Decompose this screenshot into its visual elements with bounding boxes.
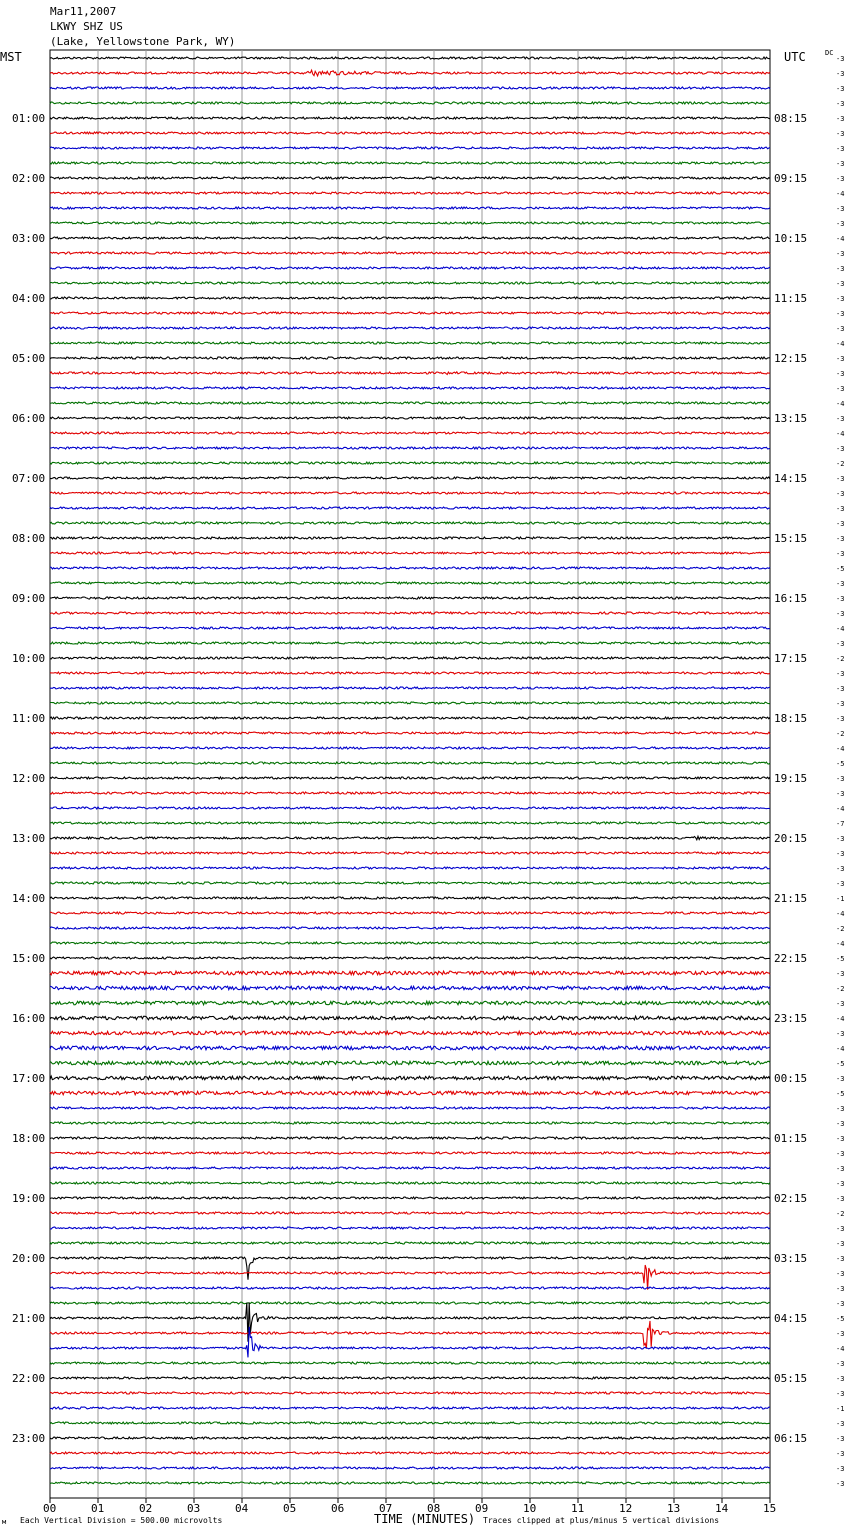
seismogram-trace [50, 852, 770, 854]
x-axis-title: TIME (MINUTES) [374, 1512, 476, 1526]
dc-offset-label: -4 [836, 745, 845, 753]
dc-offset-label: -5 [836, 565, 845, 573]
x-tick-label: 11 [571, 1502, 585, 1515]
dc-offset-label: -3 [836, 1360, 845, 1368]
seismogram-trace [50, 57, 770, 59]
seismogram-trace [50, 1377, 770, 1379]
seismogram-trace [50, 207, 770, 209]
dc-offset-label: -3 [836, 55, 845, 63]
right-hour-label: 03:15 [774, 1252, 808, 1265]
seismogram-trace [50, 1167, 770, 1169]
dc-offset-label: -3 [836, 475, 845, 483]
seismogram-trace [50, 132, 770, 134]
seismogram-trace [50, 1227, 770, 1229]
dc-offset-label: -5 [836, 760, 845, 768]
dc-offset-label: -3 [836, 85, 845, 93]
seismogram-trace [50, 582, 770, 584]
seismogram-trace [50, 1437, 770, 1439]
left-hour-label: 17:00 [12, 1072, 46, 1085]
seismogram-trace [50, 1467, 770, 1469]
left-hour-label: 06:00 [12, 412, 46, 425]
seismogram-trace [50, 971, 770, 975]
dc-offset-label: -3 [836, 1300, 845, 1308]
x-tick-label: 06 [331, 1502, 345, 1515]
seismogram-trace [50, 147, 770, 149]
right-timezone-label: UTC [784, 50, 806, 64]
dc-offset-label: -4 [836, 190, 845, 198]
dc-offset-label: -3 [836, 640, 845, 648]
plot-date: Mar11,2007 [50, 5, 117, 18]
corner-mark: м [2, 1518, 7, 1526]
dc-offset-label: -3 [836, 490, 845, 498]
seismogram-trace [50, 897, 770, 899]
dc-offset-label: -3 [836, 1390, 845, 1398]
x-tick-label: 09 [475, 1502, 489, 1515]
dc-offset-label: -5 [836, 1060, 845, 1068]
dc-offset-label: -4 [836, 625, 845, 633]
seismogram-trace [50, 1362, 770, 1364]
seismogram-trace [50, 222, 770, 224]
dc-offset-label: -3 [836, 310, 845, 318]
dc-offset-label: -3 [836, 775, 845, 783]
dc-offset-label: -3 [836, 1375, 845, 1383]
right-hour-label: 20:15 [774, 832, 808, 845]
left-hour-label: 15:00 [12, 952, 46, 965]
x-tick-label: 15 [763, 1502, 777, 1515]
right-hour-label: 10:15 [774, 232, 808, 245]
seismogram-trace [50, 417, 770, 419]
seismogram-trace [50, 177, 770, 179]
x-tick-label: 00 [43, 1502, 57, 1515]
seismogram-trace [50, 986, 770, 990]
dc-offset-label: -3 [836, 1435, 845, 1443]
dc-offset-label: -3 [836, 325, 845, 333]
dc-offset-label: -2 [836, 925, 845, 933]
seismogram-trace [50, 1422, 770, 1424]
dc-offset-label: -4 [836, 910, 845, 918]
x-tick-label: 03 [187, 1502, 201, 1515]
seismogram-trace [50, 1482, 770, 1484]
right-hour-label: 01:15 [774, 1132, 808, 1145]
seismogram-trace [50, 867, 770, 869]
right-hour-label: 16:15 [774, 592, 808, 605]
seismogram-trace [50, 657, 770, 659]
right-hour-label: 13:15 [774, 412, 808, 425]
seismogram-trace [50, 1287, 770, 1289]
dc-offset-label: -3 [836, 835, 845, 843]
dc-offset-label: -3 [836, 370, 845, 378]
left-hour-label: 10:00 [12, 652, 46, 665]
dc-offset-label: -3 [836, 1030, 845, 1038]
dc-offset-label: -3 [836, 1150, 845, 1158]
seismogram-trace [50, 117, 770, 119]
dc-offset-label: -5 [836, 1090, 845, 1098]
seismogram-trace [50, 672, 770, 674]
x-tick-label: 14 [715, 1502, 729, 1515]
dc-offset-label: -3 [836, 1420, 845, 1428]
seismogram-trace [50, 1242, 770, 1244]
seismogram-trace [50, 1091, 770, 1095]
seismogram-trace [50, 792, 770, 794]
seismogram-trace [50, 882, 770, 884]
dc-offset-label: -3 [836, 160, 845, 168]
dc-offset-label: -2 [836, 730, 845, 738]
dc-offset-label: -3 [836, 670, 845, 678]
dc-offset-label: -3 [836, 520, 845, 528]
dc-offset-label: -2 [836, 655, 845, 663]
right-hour-label: 05:15 [774, 1372, 808, 1385]
right-hour-label: 11:15 [774, 292, 808, 305]
left-hour-label: 02:00 [12, 172, 46, 185]
seismogram-trace [50, 1001, 770, 1005]
x-tick-label: 10 [523, 1502, 537, 1515]
seismogram-trace [50, 762, 770, 764]
seismogram-trace [50, 1061, 770, 1065]
seismogram-trace [50, 927, 770, 929]
seismogram-trace [50, 567, 770, 569]
seismogram-trace [50, 1321, 770, 1348]
dc-offset-label: -3 [836, 1135, 845, 1143]
seismogram-trace [50, 402, 770, 404]
x-tick-label: 05 [283, 1502, 297, 1515]
seismogram-trace [50, 357, 770, 359]
seismogram-trace [50, 747, 770, 749]
dc-offset-label: -3 [836, 1165, 845, 1173]
seismogram-trace [50, 1107, 770, 1109]
seismogram-trace [50, 1152, 770, 1154]
right-hour-label: 04:15 [774, 1312, 808, 1325]
dc-offset-label: -3 [836, 115, 845, 123]
seismogram-trace [50, 702, 770, 704]
left-hour-label: 05:00 [12, 352, 46, 365]
dc-offset-label: -3 [836, 1000, 845, 1008]
seismogram-trace [50, 642, 770, 644]
seismogram-trace [50, 1197, 770, 1199]
right-hour-label: 00:15 [774, 1072, 808, 1085]
dc-offset-label: -3 [836, 505, 845, 513]
dc-offset-label: -3 [836, 250, 845, 258]
x-tick-label: 13 [667, 1502, 681, 1515]
dc-offset-label: -3 [836, 610, 845, 618]
seismogram-trace [50, 192, 770, 194]
dc-offset-label: -3 [836, 850, 845, 858]
x-tick-label: 08 [427, 1502, 441, 1515]
dc-offset-label: -3 [836, 595, 845, 603]
dc-offset-label: -3 [836, 1450, 845, 1458]
dc-offset-label: -5 [836, 1315, 845, 1323]
seismogram-trace [50, 717, 770, 719]
left-hour-label: 18:00 [12, 1132, 46, 1145]
seismogram-trace [50, 1327, 770, 1358]
dc-offset-label: -3 [836, 1105, 845, 1113]
dc-offset-label: -4 [836, 235, 845, 243]
left-hour-label: 01:00 [12, 112, 46, 125]
left-hour-label: 04:00 [12, 292, 46, 305]
dc-offset-label: -3 [836, 70, 845, 78]
seismogram-trace [50, 477, 770, 479]
left-hour-label: 19:00 [12, 1192, 46, 1205]
seismogram-trace [50, 237, 770, 239]
dc-offset-label: -1 [836, 895, 845, 903]
seismogram-trace [50, 1076, 770, 1080]
dc-offset-label: -7 [836, 820, 845, 828]
right-hour-label: 19:15 [774, 772, 808, 785]
seismogram-trace [50, 537, 770, 539]
right-hour-label: 17:15 [774, 652, 808, 665]
dc-offset-label: -3 [836, 1480, 845, 1488]
dc-offset-label: -4 [836, 430, 845, 438]
right-hour-label: 06:15 [774, 1432, 808, 1445]
dc-offset-label: -3 [836, 1225, 845, 1233]
dc-offset-label: -4 [836, 805, 845, 813]
dc-offset-header: DC [825, 49, 834, 57]
dc-offset-label: -3 [836, 280, 845, 288]
seismogram-trace [50, 312, 770, 314]
dc-offset-label: -3 [836, 220, 845, 228]
seismogram-trace [50, 1137, 770, 1139]
right-hour-label: 09:15 [774, 172, 808, 185]
seismogram-trace [50, 522, 770, 524]
seismogram-trace [50, 1046, 770, 1050]
dc-offset-label: -3 [836, 1270, 845, 1278]
dc-offset-label: -3 [836, 1330, 845, 1338]
seismogram-trace [50, 612, 770, 614]
seismogram-trace [50, 1407, 770, 1409]
left-hour-label: 07:00 [12, 472, 46, 485]
right-hour-label: 22:15 [774, 952, 808, 965]
dc-offset-label: -4 [836, 400, 845, 408]
dc-offset-label: -4 [836, 340, 845, 348]
x-tick-label: 01 [91, 1502, 105, 1515]
dc-offset-label: -3 [836, 970, 845, 978]
seismogram-trace [50, 70, 770, 76]
seismogram-trace [50, 252, 770, 254]
seismogram-trace [50, 387, 770, 389]
seismogram-trace [50, 777, 770, 779]
seismogram-trace [50, 342, 770, 344]
dc-offset-label: -3 [836, 355, 845, 363]
left-hour-label: 08:00 [12, 532, 46, 545]
left-hour-label: 21:00 [12, 1312, 46, 1325]
seismogram-trace [50, 87, 770, 89]
right-hour-label: 12:15 [774, 352, 808, 365]
dc-offset-label: -3 [836, 385, 845, 393]
seismogram-trace [50, 492, 770, 494]
right-hour-label: 08:15 [774, 112, 808, 125]
dc-offset-label: -3 [836, 700, 845, 708]
station-code: LKWY SHZ US [50, 20, 123, 33]
seismogram-trace [50, 1392, 770, 1394]
station-location: (Lake, Yellowstone Park, WY) [50, 35, 236, 48]
right-hour-label: 18:15 [774, 712, 808, 725]
seismogram-trace [50, 162, 770, 164]
seismogram-trace [50, 372, 770, 375]
dc-offset-label: -3 [836, 1255, 845, 1263]
seismogram-trace [50, 297, 770, 299]
right-hour-label: 14:15 [774, 472, 808, 485]
dc-offset-label: -3 [836, 1075, 845, 1083]
dc-offset-label: -3 [836, 1195, 845, 1203]
seismogram-trace [50, 1302, 770, 1304]
dc-offset-label: -3 [836, 715, 845, 723]
dc-offset-label: -3 [836, 1240, 845, 1248]
seismogram-trace [50, 836, 770, 840]
dc-offset-label: -3 [836, 100, 845, 108]
left-hour-label: 13:00 [12, 832, 46, 845]
seismogram-trace [50, 1016, 770, 1020]
left-hour-label: 09:00 [12, 592, 46, 605]
dc-offset-label: -3 [836, 205, 845, 213]
seismogram-trace [50, 822, 770, 824]
dc-offset-label: -3 [836, 580, 845, 588]
dc-offset-label: -3 [836, 445, 845, 453]
dc-offset-label: -3 [836, 265, 845, 273]
dc-offset-label: -3 [836, 415, 845, 423]
left-hour-label: 22:00 [12, 1372, 46, 1385]
seismogram-trace [50, 1122, 770, 1124]
left-hour-label: 12:00 [12, 772, 46, 785]
dc-offset-label: -2 [836, 1210, 845, 1218]
seismogram-trace [50, 327, 770, 329]
left-hour-label: 14:00 [12, 892, 46, 905]
dc-offset-label: -3 [836, 685, 845, 693]
dc-offset-label: -3 [836, 1285, 845, 1293]
seismogram-trace [50, 1302, 770, 1341]
seismogram-trace [50, 552, 770, 554]
left-hour-label: 16:00 [12, 1012, 46, 1025]
right-hour-label: 23:15 [774, 1012, 808, 1025]
seismogram-trace [50, 912, 770, 914]
dc-offset-label: -4 [836, 1015, 845, 1023]
seismogram-trace [50, 282, 770, 284]
left-hour-label: 03:00 [12, 232, 46, 245]
dc-offset-label: -3 [836, 1120, 845, 1128]
dc-offset-label: -5 [836, 955, 845, 963]
dc-offset-label: -3 [836, 865, 845, 873]
dc-offset-label: -3 [836, 550, 845, 558]
seismogram-trace [50, 267, 770, 269]
seismogram-trace [50, 432, 770, 434]
seismogram-trace [50, 597, 770, 599]
seismogram-trace [50, 732, 770, 734]
dc-offset-label: -4 [836, 940, 845, 948]
seismogram-trace [50, 507, 770, 509]
dc-offset-label: -1 [836, 1405, 845, 1413]
dc-offset-label: -3 [836, 175, 845, 183]
seismogram-trace [50, 957, 770, 959]
seismogram-trace [50, 1452, 770, 1454]
right-hour-label: 21:15 [774, 892, 808, 905]
dc-offset-label: -3 [836, 295, 845, 303]
dc-offset-label: -3 [836, 1180, 845, 1188]
dc-offset-label: -3 [836, 790, 845, 798]
seismogram-trace [50, 807, 770, 809]
seismogram-trace [50, 1265, 770, 1290]
left-hour-label: 20:00 [12, 1252, 46, 1265]
dc-offset-label: -3 [836, 880, 845, 888]
seismogram-trace [50, 1212, 770, 1214]
x-tick-label: 04 [235, 1502, 249, 1515]
right-hour-label: 02:15 [774, 1192, 808, 1205]
dc-offset-label: -3 [836, 130, 845, 138]
seismogram-trace [50, 942, 770, 944]
left-timezone-label: MST [0, 50, 22, 64]
dc-offset-label: -3 [836, 1465, 845, 1473]
x-tick-label: 02 [139, 1502, 153, 1515]
seismogram-trace [50, 1182, 770, 1184]
dc-offset-label: -4 [836, 1045, 845, 1053]
dc-offset-label: -3 [836, 535, 845, 543]
x-tick-label: 12 [619, 1502, 633, 1515]
x-tick-label: 07 [379, 1502, 393, 1515]
seismogram-trace [50, 447, 770, 449]
left-hour-label: 23:00 [12, 1432, 46, 1445]
dc-offset-label: -4 [836, 1345, 845, 1353]
seismogram-trace [50, 1031, 770, 1035]
left-hour-label: 11:00 [12, 712, 46, 725]
clip-note: Traces clipped at plus/minus 5 vertical divisions [483, 1516, 720, 1525]
seismogram-trace [50, 102, 770, 104]
dc-offset-label: -2 [836, 985, 845, 993]
dc-offset-label: -3 [836, 145, 845, 153]
seismogram-trace [50, 687, 770, 689]
dc-offset-label: -2 [836, 460, 845, 468]
seismogram-trace [50, 627, 770, 629]
right-hour-label: 15:15 [774, 532, 808, 545]
seismogram-trace [50, 1257, 770, 1280]
scale-note: Each Vertical Division = 500.00 microvolts [20, 1516, 223, 1525]
seismogram-trace [50, 462, 770, 464]
